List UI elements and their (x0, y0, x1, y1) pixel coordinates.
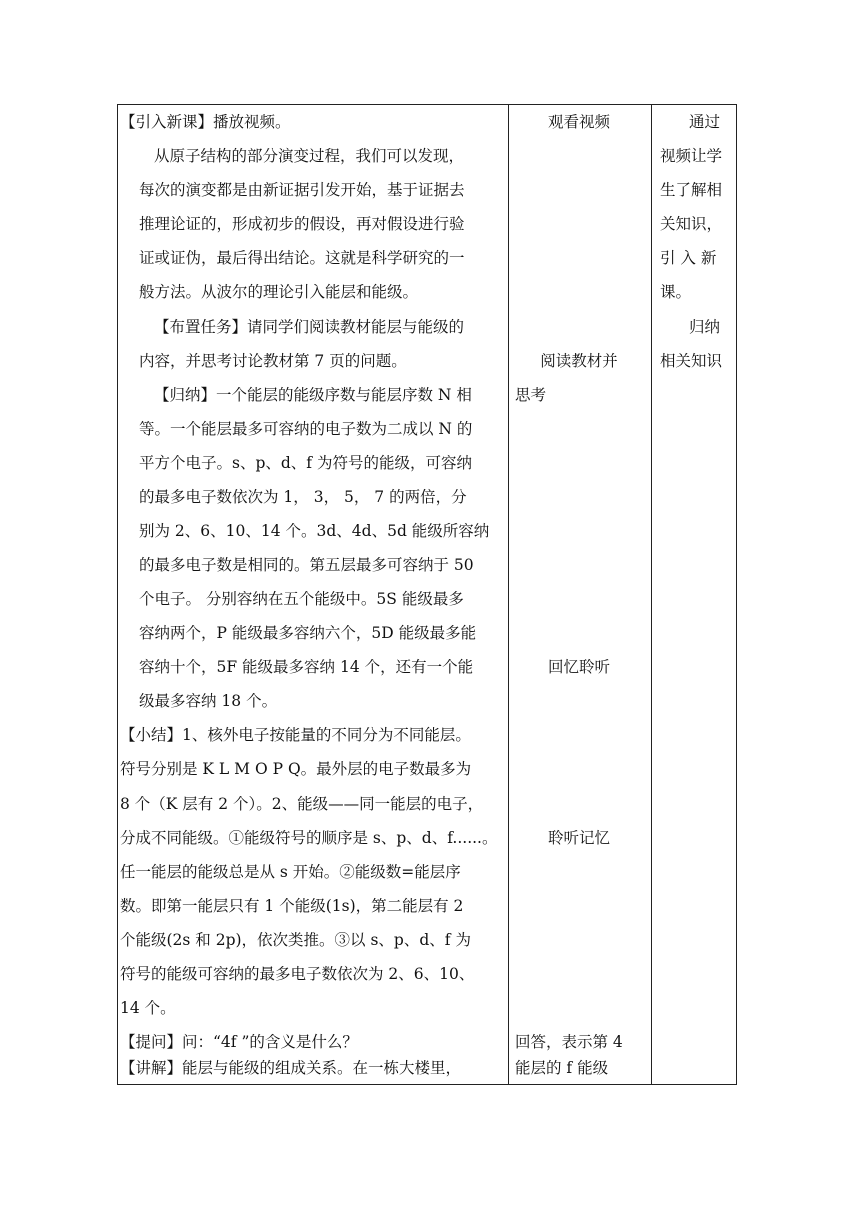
student-activity-answer: 回答，表示第 4 (515, 1033, 623, 1051)
design-intent-line: 课。 (660, 283, 692, 301)
text-line: 从原子结构的部分演变过程，我们可以发现， (154, 147, 465, 165)
text-line: 14 个。 (120, 999, 176, 1017)
student-activity-watch: 观看视频 (547, 113, 610, 131)
student-activity-answer-cont: 能层的 f 能级 (515, 1059, 609, 1077)
text-line: 【提问】问：“4f ”的含义是什么？ (120, 1033, 358, 1051)
text-line: 个能级(2s 和 2p)，依次类推。③以 s、p、d、f 为 (120, 931, 471, 949)
design-intent-line: 通过 (689, 113, 721, 131)
teacher-activity-column (118, 105, 508, 1084)
design-intent-line: 视频让学 (660, 147, 723, 165)
text-line: 8 个（K 层有 2 个）。2、能级——同一能层的电子， (120, 795, 484, 813)
student-activity-read-cont: 思考 (515, 386, 547, 404)
design-intent-column (652, 105, 736, 1084)
text-line: 任一能层的能级总是从 s 开始。②能级数=能层序 (120, 863, 461, 881)
text-line: 级最多容纳 18 个。 (139, 692, 278, 710)
text-line: 容纳十个，5F 能级最多容纳 14 个，还有一个能 (139, 658, 474, 676)
text-line: 内容，并思考讨论教材第 7 页的问题。 (139, 352, 407, 370)
lesson-table (117, 104, 737, 1085)
text-line: 数。即第一能层只有 1 个能级(1s)，第二能层有 2 (120, 897, 464, 915)
design-intent-line: 相关知识 (660, 352, 723, 370)
text-line: 分成不同能级。①能级符号的顺序是 s、p、d、f......。 (120, 829, 498, 847)
design-intent-line: 引 入 新 (660, 249, 717, 267)
text-line: 容纳两个，P 能级最多容纳六个，5D 能级最多能 (139, 624, 477, 642)
text-line: 【归纳】一个能层的能级序数与能层序数 N 相 (154, 386, 472, 404)
text-line: 别为 2、6、10、14 个。3d、4d、5d 能级所容纳 (139, 522, 490, 540)
text-line: 符号分别是 K L M O P Q。最外层的电子数最多为 (120, 760, 472, 778)
text-line: 等。一个能层最多可容纳的电子数为二成以 N 的 (139, 420, 473, 438)
student-activity-column (509, 105, 651, 1084)
text-line: 【引入新课】播放视频。 (120, 113, 291, 131)
design-intent-line: 生了解相 (660, 181, 723, 199)
text-line: 每次的演变都是由新证据引发开始，基于证据去 (139, 181, 465, 199)
design-intent-line: 关知识， (660, 215, 723, 233)
text-line: 个电子。 分别容纳在五个能级中。5S 能级最多 (139, 590, 464, 608)
text-line: 平方个电子。s、p、d、f 为符号的能级，可容纳 (139, 454, 472, 472)
text-line: 【布置任务】请同学们阅读教材能层与能级的 (154, 318, 465, 336)
design-intent-line: 归纳 (689, 318, 721, 336)
text-line: 【讲解】能层与能级的组成关系。在一栋大楼里， (120, 1059, 462, 1077)
text-line: 推理论证的，形成初步的假设，再对假设进行验 (139, 215, 465, 233)
text-line: 的最多电子数依次为 1， 3， 5， 7 的两倍，分 (139, 488, 467, 506)
text-line: 的最多电子数是相同的。第五层最多可容纳于 50 (139, 556, 474, 574)
text-line: 【小结】1、核外电子按能量的不同分为不同能层。 (120, 726, 471, 744)
student-activity-read: 阅读教材并 (540, 352, 618, 370)
text-line: 般方法。从波尔的理论引入能层和能级。 (139, 283, 419, 301)
text-line: 证或证伪，最后得出结论。这就是科学研究的一 (139, 249, 465, 267)
student-activity-listen: 聆听记忆 (547, 829, 610, 847)
text-line: 符号的能级可容纳的最多电子数依次为 2、6、10、 (120, 965, 475, 983)
student-activity-recall: 回忆聆听 (547, 658, 610, 676)
